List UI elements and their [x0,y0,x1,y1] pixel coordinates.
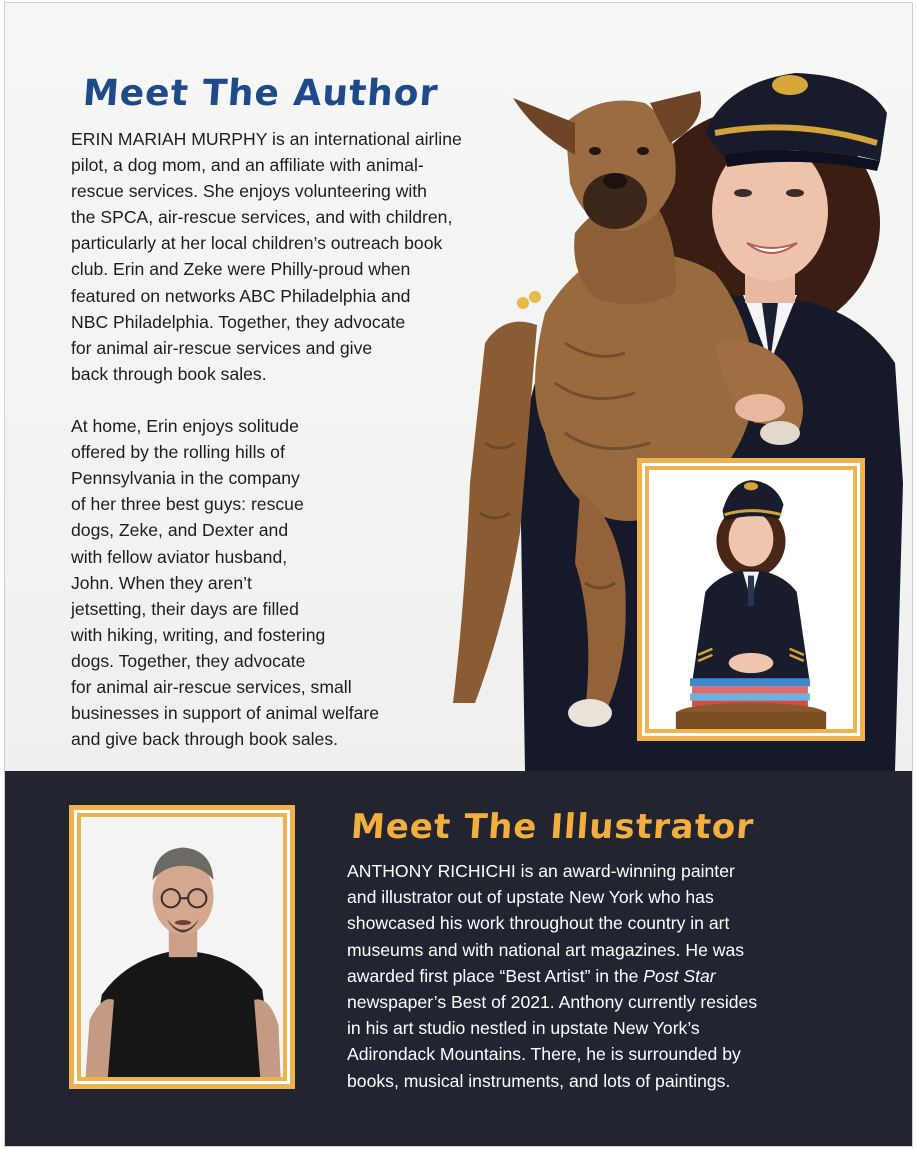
illustrator-heading: Meet The Illustrator [349,807,756,847]
author-home-line: offered by the rolling hills of [71,442,285,463]
author-home-line: and give back through book sales. [71,729,339,750]
author-home-line: businesses in support of animal welfare [71,703,380,724]
author-seated-photo [649,470,853,729]
author-bio-line: rescue services. She enjoys volunteering with [71,181,427,202]
illustrator-bio-line [347,963,757,989]
illustrator-bio-line: showcased his work throughout the country in art [347,913,730,934]
author-home-line: John. When they aren’t [71,572,252,593]
illustrator-section [5,771,912,1146]
author-home-line: dogs. Together, they advocate [71,650,306,671]
author-home-line: with fellow aviator husband, [71,546,288,567]
author-bio-line: featured on networks ABC Philadelphia and [71,285,411,306]
illustrator-bio-line: ANTHONY RICHICHI is an award-winning painter [347,861,735,881]
newspaper-name: Post Star [643,965,716,986]
author-inset-photo-frame [637,458,865,741]
author-bio-line: pilot, a dog mom, and an affiliate with animal- [71,155,424,176]
author-bio-line: club. Erin and Zeke were Philly-proud when [71,259,411,280]
illustrator-photo [81,817,283,1077]
author-heading: Meet The Author [81,73,440,114]
author-bio-line: particularly at her local children’s outreach book [71,233,443,254]
award-text: awarded first place “Best Artist” in the [347,965,644,986]
illustrator-bio-line: museums and with national art magazines. He was [347,939,745,960]
author-home-line: with hiking, writing, and fostering [71,624,326,645]
illustrator-photo-frame [69,805,295,1089]
author-bio-line: ERIN MARIAH MURPHY is an international airline [71,129,462,149]
author-section [5,3,912,771]
author-home-line: for animal air-rescue services, small [71,676,352,697]
author-home-line: Pennsylvania in the company [71,468,300,489]
author-bio-line: back through book sales. [71,363,267,384]
author-home-line: jetsetting, their days are filled [71,598,299,619]
author-bio-line: the SPCA, air-rescue services, and with children, [71,207,453,228]
author-bio [71,126,462,752]
illustrator-bio-line: newspaper’s Best of 2021. Anthony currently resides [347,992,758,1013]
illustrator-bio [347,858,757,1094]
illustrator-bio-line: and illustrator out of upstate New York who has [347,887,714,908]
author-bio-line: NBC Philadelphia. Together, they advocate [71,311,406,332]
illustrator-bio-line: Adirondack Mountains. There, he is surrounded by [347,1044,741,1065]
author-home-line: of her three best guys: rescue [71,494,304,515]
paragraph-gap [71,387,462,413]
author-home-line: dogs, Zeke, and Dexter and [71,520,289,541]
author-home-line: At home, Erin enjoys solitude [71,416,299,437]
illustrator-bio-line: books, musical instruments, and lots of paintings. [347,1070,731,1091]
illustrator-bio-line: in his art studio nestled in upstate New York’s [347,1018,700,1039]
author-bio-line: for animal air-rescue services and give [71,337,373,358]
